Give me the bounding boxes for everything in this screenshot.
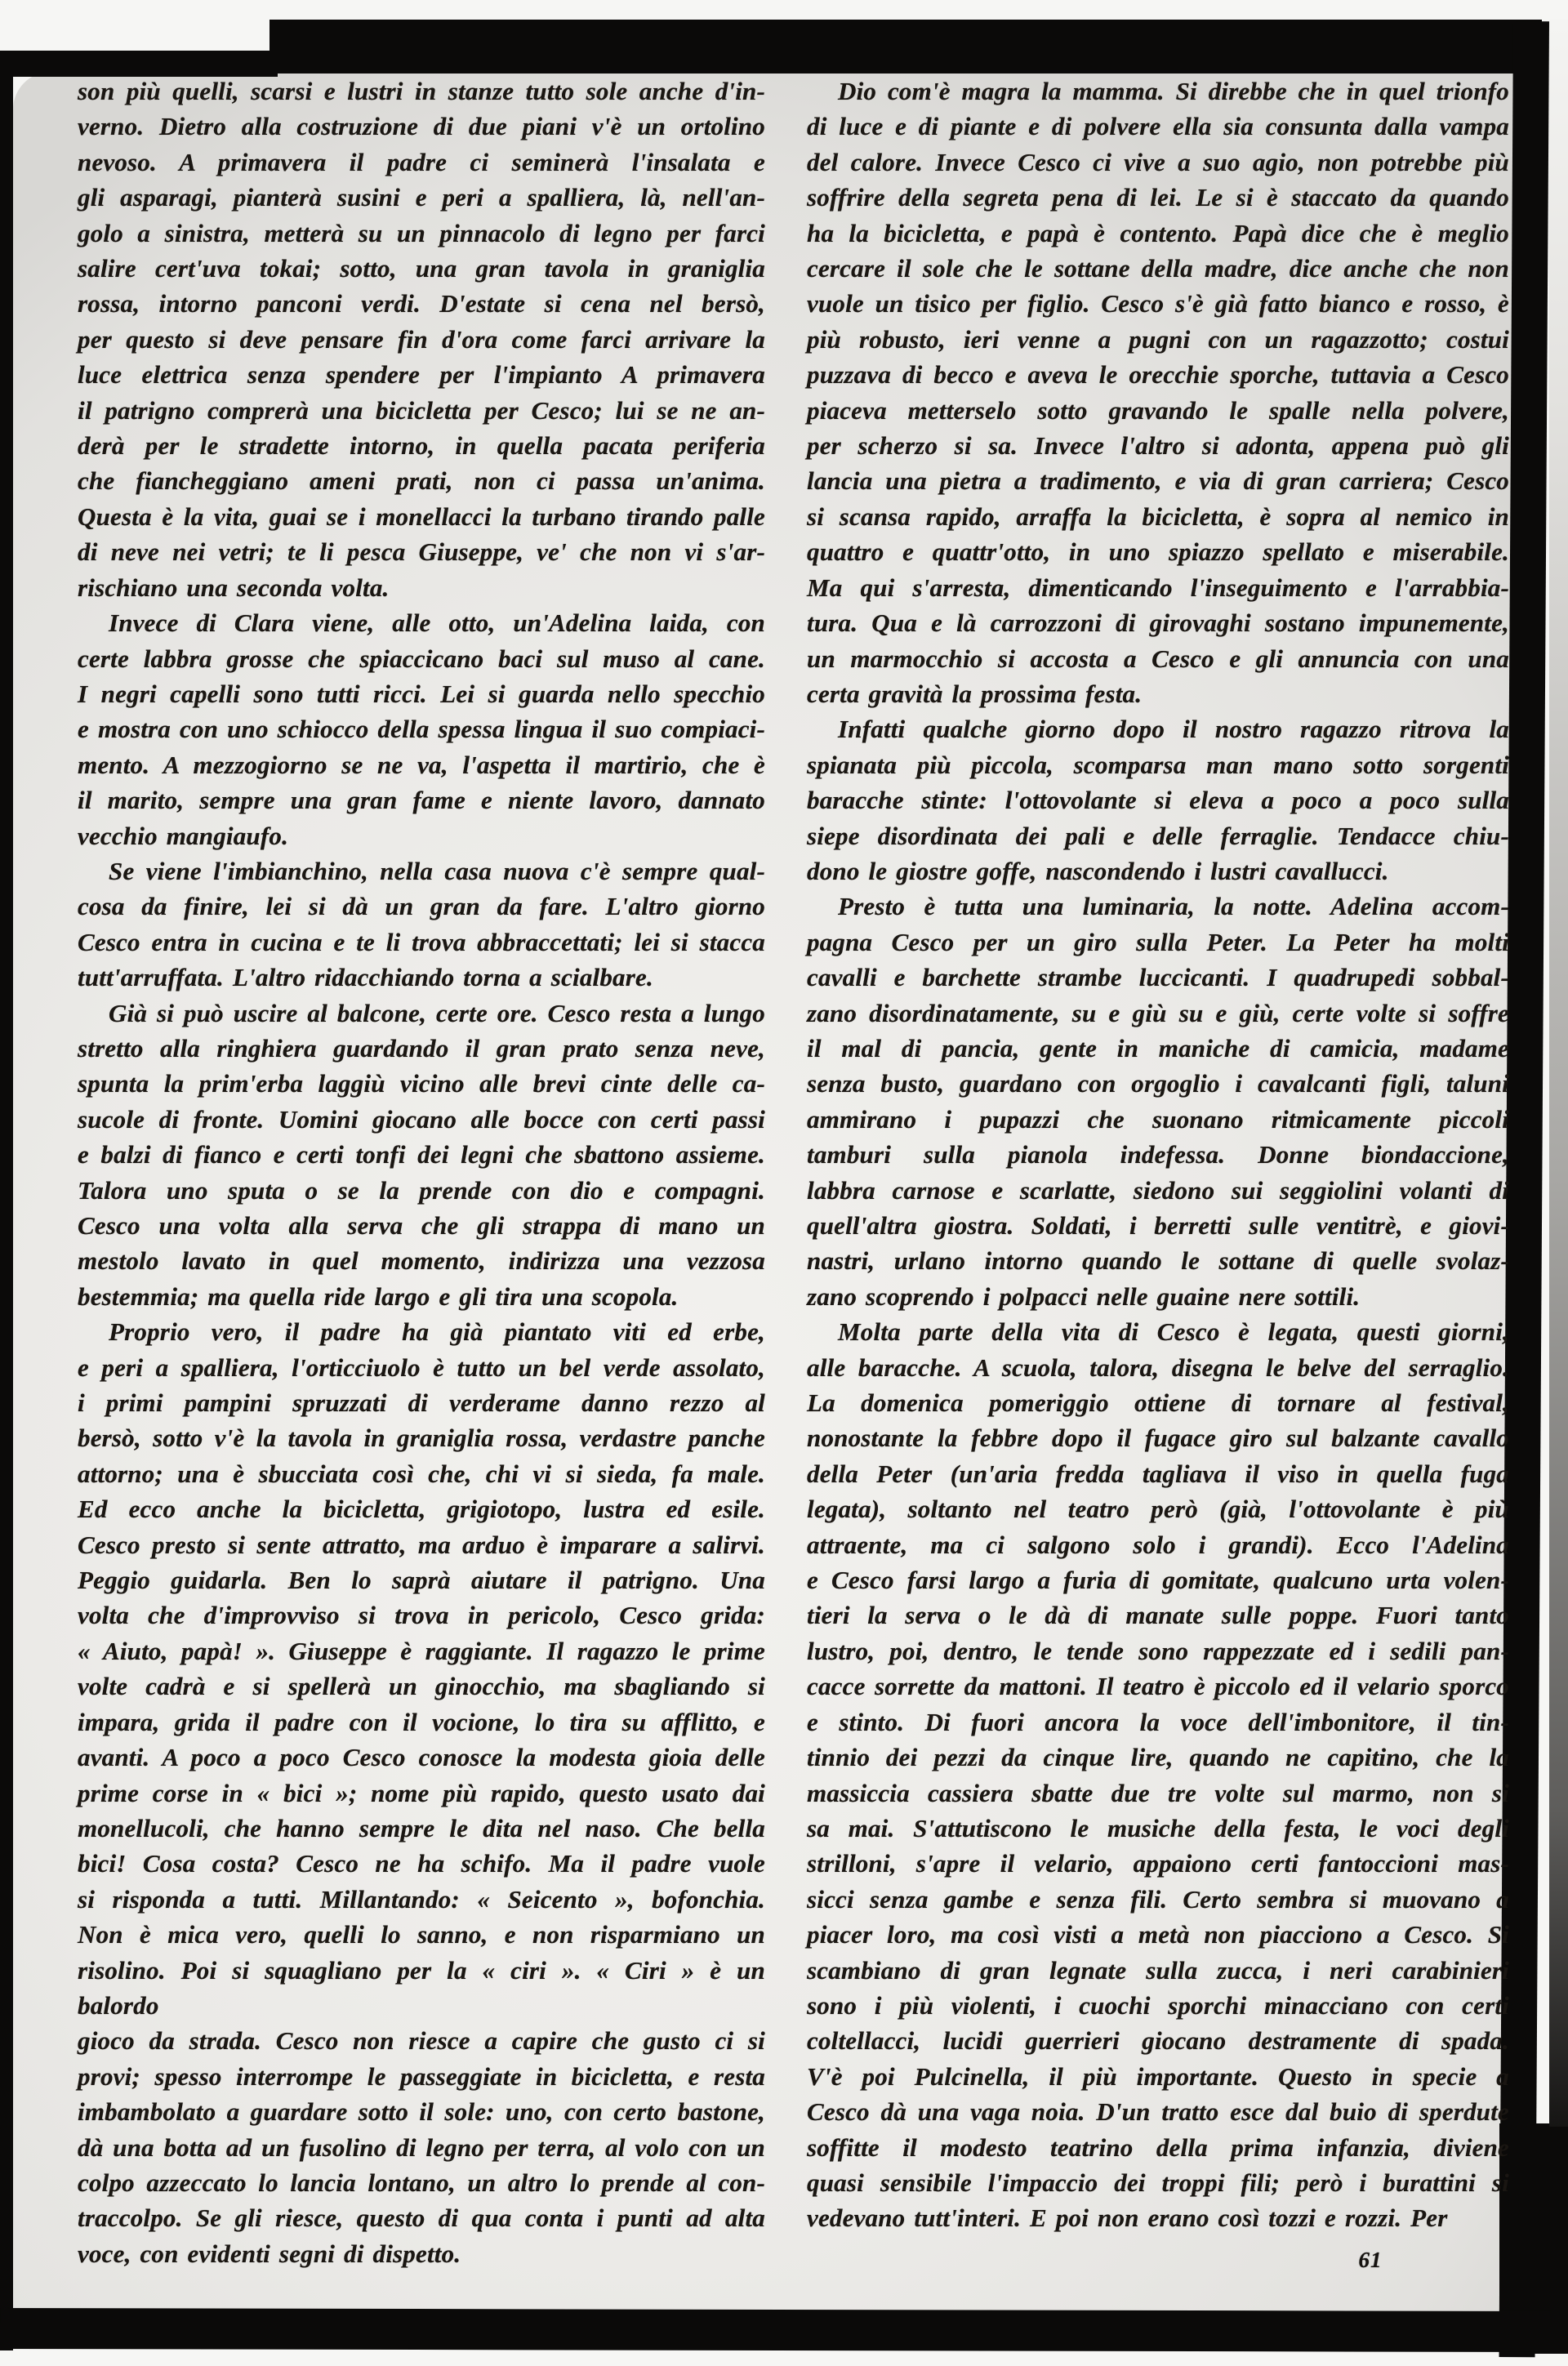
text-line: baracche stinte: l'ottovolante si eleva a poco a poco sulla	[807, 786, 1509, 815]
text-line: e balzi di fianco e certi tonfi dei legni che sbattono assieme.	[78, 1140, 765, 1170]
text-line: gioco da strada. Cesco non riesce a capire che gusto ci si	[78, 2026, 765, 2056]
text-line: prime corse in « bici »; nome più rapido, questo usato dai	[78, 1778, 765, 1807]
text-line: Cesco dà una vaga noia. D'un tratto esce dal buio di sperdute	[807, 2097, 1509, 2127]
text-line: son più quelli, scarsi e lustri in stanze tutto sole anche d'in-	[78, 77, 765, 105]
text-line: I negri capelli sono tutti ricci. Lei si guarda nello specchio	[78, 679, 765, 708]
text-line: gli asparagi, pianterà susini e peri a spalliera, là, nell'an-	[78, 183, 765, 212]
text-line: spunta la prim'erba laggiù vicino alle brevi cinte delle ca-	[78, 1069, 765, 1098]
text-line: nastri, urlano intorno quando le sottane di quelle svolaz-	[807, 1246, 1509, 1276]
text-line: vuole un tisico per figlio. Cesco s'è già fatto bianco e rosso, è	[807, 289, 1509, 319]
text-line: che fiancheggiano ameni prati, non ci passa un'anima.	[78, 466, 765, 496]
text-line: tamburi sulla pianola indefessa. Donne biondaccione,	[807, 1140, 1509, 1170]
text-line: soffrire della segreta pena di lei. Le si è staccato da quando	[807, 183, 1509, 212]
text-line: La domenica pomeriggio ottiene di tornare al festival,	[807, 1388, 1509, 1418]
text-line: tinnio dei pezzi da cinque lire, quando ne capitino, che la	[807, 1743, 1509, 1772]
text-column-right	[807, 74, 1509, 2236]
text-line: Talora uno sputa o se la prende con dio e compagni.	[78, 1175, 765, 1205]
paragraph	[807, 1314, 1509, 2236]
text-line: Peggio guidarla. Ben lo saprà aiutare il patrigno. Una	[78, 1566, 765, 1595]
text-line: colpo azzeccato lo lancia lontano, un altro lo prende al con-	[78, 2168, 765, 2197]
text-line: del calore. Invece Cesco ci vive a suo agio, non potrebbe più	[807, 147, 1509, 176]
text-line: sono i più violenti, i cuochi sporchi minacciano con certi	[807, 1990, 1509, 2020]
text-line: rossa, intorno panconi verdi. D'estate si cena nel bersò,	[78, 289, 765, 319]
text-column-left	[78, 74, 765, 2271]
text-line: cacce sorrette da mattoni. Il teatro è piccolo ed il velario sporco	[807, 1672, 1509, 1701]
text-line: Se viene l'imbianchino, nella casa nuova c'è sempre qual-	[109, 856, 765, 885]
scan-edge-bottom	[0, 2308, 1568, 2352]
text-line: di luce e di piante e di polvere ella sia consunta dalla vampa	[807, 112, 1509, 141]
paragraph	[78, 996, 765, 1315]
text-line: il patrigno comprerà una bicicletta per Cesco; lui se ne an-	[78, 395, 765, 425]
text-line: zano disordinatamente, su e giù su e giù, certe volte si soffre	[807, 998, 1509, 1027]
text-line: Presto è tutta una luminaria, la notte. Adelina accom-	[838, 892, 1509, 921]
text-line: attorno; una è sbucciata così che, chi vi si sieda, fa male.	[78, 1459, 765, 1488]
text-line: « Aiuto, papà! ». Giuseppe è raggiante. Il ragazzo le prime	[78, 1636, 765, 1665]
text-line: verno. Dietro alla costruzione di due piani v'è un ortolino	[78, 112, 765, 141]
text-line: quattro e quattr'otto, in uno spiazzo spellato e miserabile.	[807, 537, 1509, 567]
text-line: quasi sensibile l'impaccio dei troppi fili; però i burattini si	[807, 2168, 1509, 2197]
text-line: golo a sinistra, metterà su un pinnacolo di legno per farci	[78, 218, 765, 247]
text-line: della Peter (un'aria fredda tagliava il viso in quella fuga	[807, 1459, 1509, 1488]
text-line: Ed ecco anche la bicicletta, grigiotopo, lustra ed esile.	[78, 1495, 765, 1524]
text-line: Infatti qualche giorno dopo il nostro ragazzo ritrova la	[838, 715, 1509, 744]
text-line: certa gravità la prossima festa.	[807, 679, 1143, 708]
text-line: attraente, ma ci salgono solo i grandi). Ecco l'Adelina	[807, 1530, 1509, 1559]
text-line: volta che d'improvviso si trova in pericolo, Cesco grida:	[78, 1601, 765, 1630]
text-line: spianata più piccola, scomparsa man mano sotto sorgenti	[807, 750, 1509, 779]
text-line: strilloni, s'apre il velario, appaiono certi fantoccioni mas-	[807, 1849, 1509, 1878]
text-line: tura. Qua e là carrozzoni di girovaghi sostano impunemente,	[807, 608, 1509, 638]
text-line: lustro, poi, dentro, le tende sono rappezzate ed i sedili pan-	[807, 1636, 1509, 1665]
text-line: derà per le stradette intorno, in quella pacata periferia	[78, 431, 765, 461]
text-line: per scherzo si sa. Invece l'altro si adonta, appena può gli	[807, 431, 1509, 461]
text-line: Non è mica vero, quelli lo sanno, e non risparmiano un	[78, 1920, 765, 1949]
text-line: lancia una pietra a tradimento, e via di gran carriera; Cesco	[807, 466, 1509, 496]
paragraph	[807, 74, 1509, 711]
text-line: siepe disordinata dei pali e delle ferraglie. Tendacce chiu-	[807, 821, 1509, 850]
text-line: dono le giostre goffe, nascondendo i lustri cavallucci.	[807, 856, 1389, 885]
paragraph	[807, 889, 1509, 1314]
text-line: mestolo lavato in quel momento, indirizza una vezzosa	[78, 1246, 765, 1276]
scan-edge-top-right	[270, 20, 1542, 74]
text-line: luce elettrica senza spendere per l'impianto A primavera	[78, 360, 765, 390]
text-line: Cesco entra in cucina e te li trova abbraccettati; lei si stacca	[78, 927, 765, 956]
paragraph	[78, 605, 765, 853]
text-line: cosa da finire, lei si dà un gran da fare. L'altro giorno	[78, 892, 765, 921]
text-line: stretto alla ringhiera guardando il gran prato senza neve,	[78, 1033, 765, 1063]
text-line: Cesco presto si sente attratto, ma arduo è imparare a salirvi.	[78, 1530, 765, 1559]
book-fore-edge	[1549, 20, 1568, 2127]
text-line: Proprio vero, il padre ha già piantato viti ed erbe,	[109, 1317, 765, 1347]
text-line: cercare il sole che le sottane della madre, dice anche che non	[807, 254, 1509, 283]
text-line: alle baracche. A scuola, talora, disegna le belve del serraglio.	[807, 1352, 1509, 1382]
text-line: per questo si deve pensare fin d'ora come farci arrivare la	[78, 324, 765, 354]
paragraph	[78, 1314, 765, 2271]
text-line: più robusto, ieri venne a pugni con un ragazzotto; costui	[807, 324, 1509, 354]
text-line: risolino. Poi si squagliano per la « ciri ». « Ciri » è un balordo	[78, 1955, 765, 2020]
text-line: impara, grida il padre con il vocione, lo tira su afflitto, e	[78, 1707, 765, 1736]
text-line: rischiano una seconda volta.	[78, 573, 390, 602]
text-line: Invece di Clara viene, alle otto, un'Adelina laida, con	[109, 608, 765, 638]
text-line: un marmocchio si accosta a Cesco e gli annuncia con una	[807, 644, 1509, 673]
text-line: Questa è la vita, guai se i monellacci la turbano tirando palle	[78, 501, 765, 531]
text-line: quell'altra giostra. Soldati, i berretti sulle ventitrè, e giovi-	[807, 1211, 1509, 1240]
text-line: traccolpo. Se gli riesce, questo di qua conta i punti ad alta	[78, 2203, 765, 2233]
text-line: provi; spesso interrompe le passeggiate in bicicletta, e resta	[78, 2061, 765, 2091]
text-line: si risponda a tutti. Millantando: « Seicento », bofonchia.	[78, 1884, 765, 1914]
text-line: vecchio mangiaufo.	[78, 821, 289, 850]
text-line: legata), soltanto nel teatro però (già, l'ottovolante è più	[807, 1495, 1509, 1524]
page-number: 61	[1358, 2248, 1383, 2272]
paragraph	[78, 853, 765, 996]
text-line: tutt'arruffata. L'altro ridacchiando torna a scialbare.	[78, 963, 653, 992]
text-line: certe labbra grosse che spiaccicano baci sul muso al cane.	[78, 644, 765, 673]
text-line: volte cadrà e si spellerà un ginocchio, ma sbagliando si	[78, 1672, 765, 1701]
text-line: ammirano i pupazzi che suonano ritmicamente piccoli	[807, 1104, 1509, 1134]
text-line: zano scoprendo i polpacci nelle guaine nere sottili.	[807, 1281, 1361, 1311]
text-line: ha la bicicletta, e papà è contento. Papà dice che è meglio	[807, 218, 1509, 247]
text-line: imbambolato a guardare sotto il sole: uno, con certo bastone,	[78, 2097, 765, 2127]
text-line: sucole di fronte. Uomini giocano alle bocce con certi passi	[78, 1104, 765, 1134]
text-line: vedevano tutt'interi. E poi non erano così tozzi e rozzi. Per	[807, 2203, 1448, 2233]
text-line: i primi pampini spruzzati di verderame danno rezzo al	[78, 1388, 765, 1418]
text-line: V'è poi Pulcinella, il più importante. Questo in specie a	[807, 2061, 1509, 2091]
text-line: bestemmia; ma quella ride largo e gli tira una scopola.	[78, 1281, 679, 1311]
text-line: di neve nei vetri; te li pesca Giuseppe, ve' che non vi s'ar-	[78, 537, 765, 567]
text-line: Già si può uscire al balcone, certe ore. Cesco resta a lungo	[109, 998, 765, 1027]
paragraph	[807, 711, 1509, 889]
text-line: Cesco una volta alla serva che gli strappa di mano un	[78, 1211, 765, 1240]
text-line: bersò, sotto v'è la tavola in graniglia rossa, verdastre panche	[78, 1424, 765, 1453]
text-line: il mal di pancia, gente in maniche di camicia, madame	[807, 1033, 1509, 1063]
paragraph	[78, 74, 765, 605]
text-line: e peri a spalliera, l'orticciuolo è tutto un bel verde assolato,	[78, 1352, 765, 1382]
text-line: labbra carnose e scarlatte, siedono sui seggiolini volanti di	[807, 1175, 1509, 1205]
text-line: monellucoli, che hanno sempre le dita nel naso. Che bella	[78, 1813, 765, 1842]
scan-edge-left	[0, 51, 13, 2350]
text-line: Dio com'è magra la mamma. Si direbbe che in quel trionfo	[838, 77, 1509, 105]
text-line: scambiano di gran legnate sulla zucca, i neri carabinieri	[807, 1955, 1509, 1985]
text-line: nevoso. A primavera il padre ci seminerà l'insalata e	[78, 147, 765, 176]
text-line: bici! Cosa costa? Cesco ne ha schifo. Ma il padre vuole	[78, 1849, 765, 1878]
text-line: dà una botta ad un fusolino di legno per terra, al volo con un	[78, 2132, 765, 2162]
text-line: soffitte il modesto teatrino della prima infanzia, diviene	[807, 2132, 1509, 2162]
text-line: piacer loro, ma così visti a metà non piacciono a Cesco. Si	[807, 1920, 1509, 1949]
text-line: piaceva metterselo sotto gravando le spalle nella polvere,	[807, 395, 1509, 425]
text-line: sa mai. S'attutiscono le musiche della festa, le voci degli	[807, 1813, 1509, 1842]
text-line: Ma qui s'arresta, dimenticando l'inseguimento e l'arrabbia-	[807, 573, 1509, 602]
text-line: nonostante la febbre dopo il fugace giro sul balzante cavallo	[807, 1424, 1509, 1453]
text-line: coltellacci, lucidi guerrieri giocano destramente di spada.	[807, 2026, 1509, 2056]
text-line: Molta parte della vita di Cesco è legata, questi giorni,	[838, 1317, 1509, 1347]
text-line: il marito, sempre una gran fame e niente lavoro, dannato	[78, 786, 765, 815]
text-line: puzzava di becco e aveva le orecchie sporche, tuttavia a Cesco	[807, 360, 1509, 390]
text-line: mento. A mezzogiorno se ne va, l'aspetta il martirio, che è	[78, 750, 765, 779]
text-line: pagna Cesco per un giro sulla Peter. La Peter ha molti	[807, 927, 1509, 956]
text-line: massiccia cassiera sbatte due tre volte sul marmo, non si	[807, 1778, 1509, 1807]
text-line: voce, con evidenti segni di dispetto.	[78, 2239, 461, 2268]
text-line: si scansa rapido, arraffa la bicicletta, è sopra al nemico in	[807, 501, 1509, 531]
text-line: sicci senza gambe e senza fili. Certo sembra si muovano a	[807, 1884, 1509, 1914]
text-line: avanti. A poco a poco Cesco conosce la modesta gioia delle	[78, 1743, 765, 1772]
text-line: e Cesco farsi largo a furia di gomitate, qualcuno urta volen-	[807, 1566, 1509, 1595]
text-line: tieri la serva o le dà di manate sulle poppe. Fuori tanto	[807, 1601, 1509, 1630]
text-line: salire cert'uva tokai; sotto, una gran tavola in graniglia	[78, 254, 765, 283]
text-line: e stinto. Di fuori ancora la voce dell'imbonitore, il tin-	[807, 1707, 1509, 1736]
text-line: e mostra con uno schiocco della spessa lingua il suo compiaci-	[78, 715, 765, 744]
text-line: senza busto, guardano con orgoglio i cavalcanti figli, taluni	[807, 1069, 1509, 1098]
text-line: cavalli e barchette strambe luccicanti. I quadrupedi sobbal-	[807, 963, 1509, 992]
